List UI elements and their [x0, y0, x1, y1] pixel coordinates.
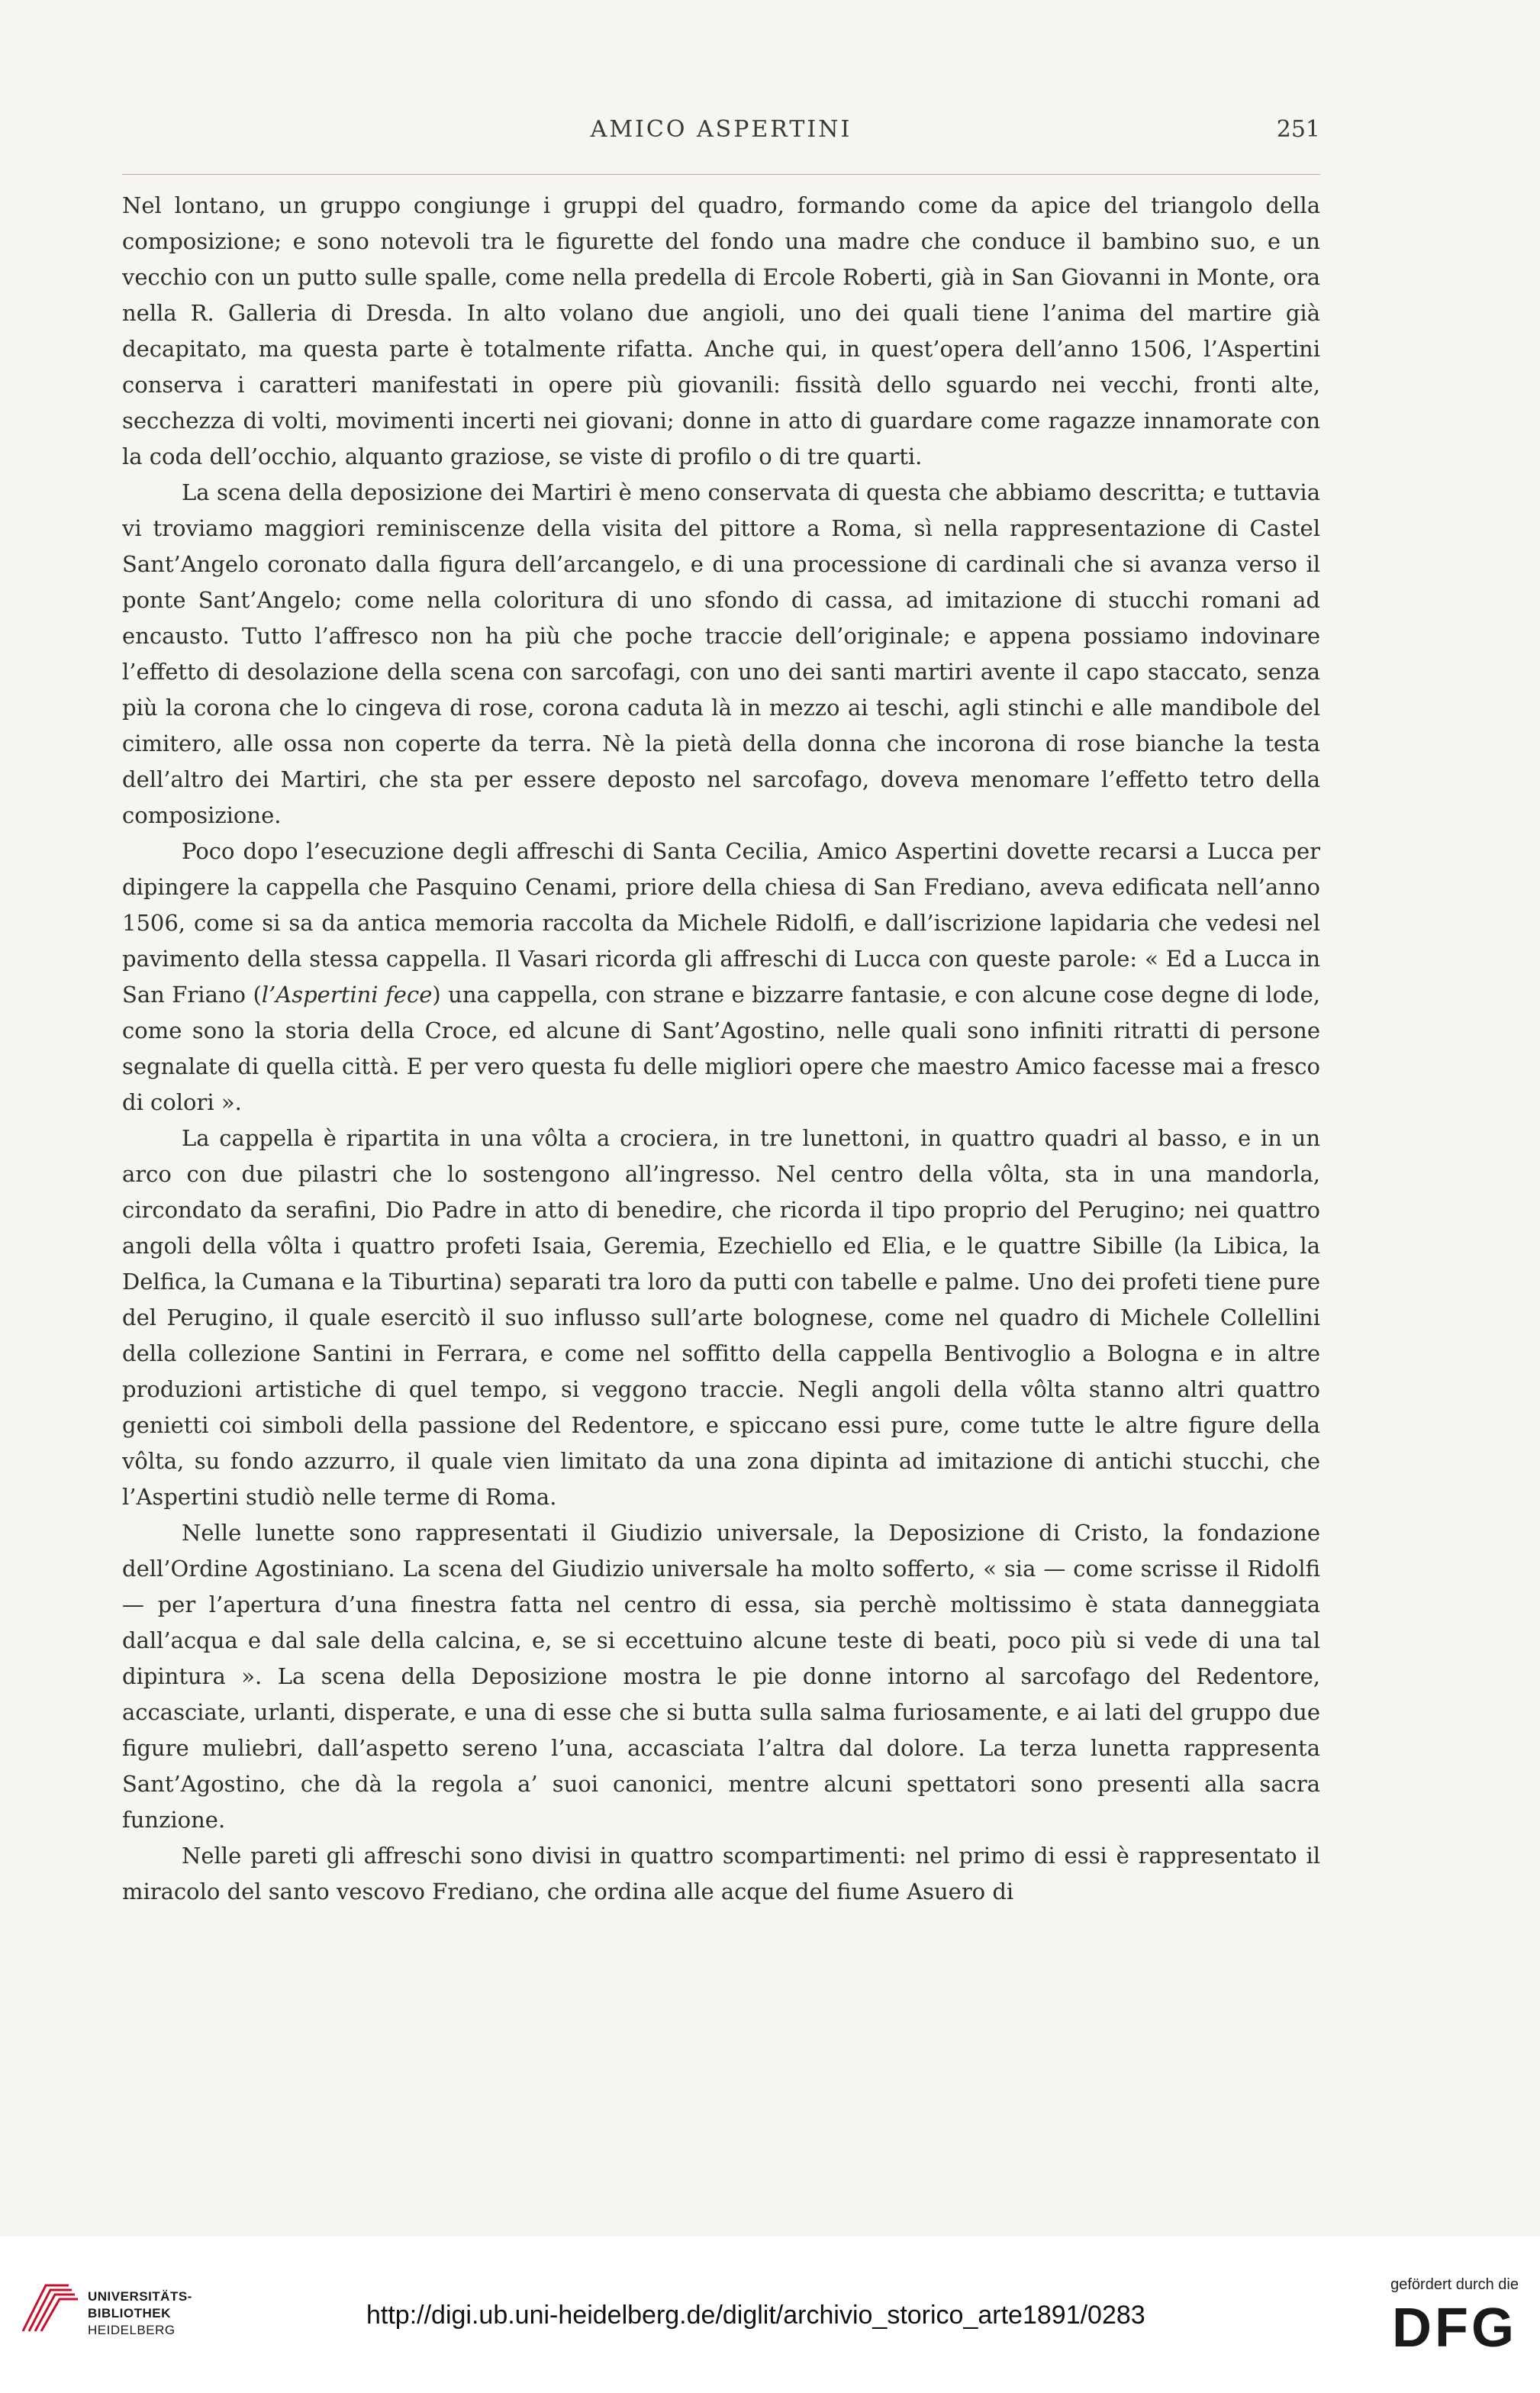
paragraph-text: ) una cappella, con strane e bizzarre fantasie, e con alcune cose degne di lode, come sono la storia della Croce, ed alcune di Sant’Agostino, nelle quali sono infiniti ritratti di persone segnalate di quella città. E per vero questa fu delle migliori opere che maestro Amico facesse mai a fresco di colori ». — [122, 982, 1320, 1115]
paragraph-text: Poco dopo l’esecuzione degli affreschi di Santa Cecilia, Amico Aspertini dovette recarsi a Lucca per dipingere la cappella che Pasquino Cenami, priore della chiesa di San Frediano, aveva edificata nell’anno 1506, come si sa da antica memoria raccolta da Michele Ridolfi, e dall’iscrizione lapidaria che vedesi nel pavimento della stessa cappella. Il Vasari ricorda gli affreschi di Lucca con queste parole: « Ed a Lucca in San Friano ( — [122, 838, 1320, 1008]
paragraph: Nelle pareti gli affreschi sono divisi in quattro scompartimenti: nel primo di essi è rappresentato il miracolo del santo vescovo Frediano, che ordina alle acque del fiume Asuero di — [122, 1843, 1320, 1904]
paragraph: La cappella è ripartita in una vôlta a crociera, in tre lunettoni, in quattro quadri al basso, e in un arco con due pilastri che lo sostengono all’ingresso. Nel centro della vôlta, sta in una mandorla, circondato da serafini, Dio Padre in atto di benedire, che ricorda il tipo proprio del Perugino; nei quattro angoli della vôlta i quattro profeti Isaia, Geremia, Ezechiello ed Elia, e le quattre Sibille (la Libica, la Delfica, la Cumana e la Tiburtina) separati tra loro da putti con tabelle e palme. Uno dei profeti tiene pure del Perugino, il quale esercitò il suo influsso sull’arte bolognese, come nel quadro di Michele Collellini della collezione Santini in Ferrara, e come nel soffitto della cappella Bentivoglio a Bologna e in altre produzioni artistiche di quel tempo, si veggono traccie. Negli angoli della vôlta stanno altri quattro genietti coi simboli della passione del Redentore, e spiccano essi pure, come tutte le altre figure della vôlta, su fondo azzurro, il quale vien limitato da una zona dipinta ad imitazione di antichi stucchi, che l’Aspertini studiò nelle terme di Roma. — [122, 1125, 1320, 1510]
university-library-logo-icon — [15, 2270, 84, 2339]
page-number: 251 — [1276, 116, 1320, 143]
header-rule — [122, 174, 1320, 175]
body-text — [122, 188, 1320, 1910]
paragraph: La scena della deposizione dei Martiri è meno conservata di questa che abbiamo descritta; e tuttavia vi troviamo maggiori reminiscenze della visita del pittore a Roma, sì nella rappresentazione di Castel Sant’Angelo coronato dalla figura dell’arcangelo, e di una processione di cardinali che si avanza verso il ponte Sant’Angelo; come nella coloritura di uno sfondo di cassa, ad imitazione di stucchi romani ad encausto. Tutto l’affresco non ha più che poche traccie dell’originale; e appena possiamo indovinare l’effetto di desolazione della scena con sarcofagi, con uno dei santi martiri avente il capo staccato, senza più la corona che lo cingeva di rose, corona caduta là in mezzo ai teschi, agli stinchi e alle mandibole del cimitero, alle ossa non coperte da terra. Nè la pietà della donna che incorona di rose bianche la testa dell’altro dei Martiri, che sta per essere deposto nel sarcofago, doveva menomare l’effetto tetro della composizione. — [122, 479, 1320, 828]
italic-citation: l’Aspertini fece — [261, 982, 433, 1008]
digitization-footer — [0, 2237, 1540, 2393]
dfg-logo: DFG — [1392, 2298, 1517, 2359]
library-name: UNIVERSITÄTS- BIBLIOTHEK HEIDELBERG — [88, 2289, 192, 2337]
paragraph: Nel lontano, un gruppo congiunge i gruppi del quadro, formando come da apice del triangolo della composizione; e sono notevoli tra le figurette del fondo una madre che conduce il bambino suo, e un vecchio con un putto sulle spalle, come nella predella di Ercole Roberti, già in San Giovanni in Monte, ora nella R. Galleria di Dresda. In alto volano due angioli, uno dei quali tiene l’anima del martire già decapitato, ma questa parte è totalmente rifatta. Anche qui, in quest’opera dell’anno 1506, l’Aspertini conserva i caratteri manifestati in opere più giovanili: fissità dello sguardo nei vecchi, fronti alte, secchezza di volti, movimenti incerti nei giovani; donne in atto di guardare come ragazze innamorate con la coda dell’occhio, alquanto graziose, se viste di profilo o di tre quarti. — [122, 192, 1320, 469]
sponsor-label: gefördert durch die — [1390, 2276, 1519, 2293]
paragraph: Nelle lunette sono rappresentati il Giudizio universale, la Deposizione di Cristo, la fondazione dell’Ordine Agostiniano. La scena del Giudizio universale ha molto sofferto, « sia — come scrisse il Ridolfi — per l’apertura d’una finestra fatta nel centro di essa, sia perchè moltissimo è stata danneggiata dall’acqua e dal sale della calcina, e, se si eccettuino alcune teste di beati, poco più si vede di una tal dipintura ». La scena della Deposizione mostra le pie donne intorno al sarcofago del Redentore, accasciate, urlanti, disperate, e una di esse che si butta sulla salma furiosamente, e ai lati del gruppo due figure muliebri, dall’aspetto sereno l’una, accasciata l’altra dal dolore. La terza lunetta rappresenta Sant’Agostino, che dà la regola a’ suoi canonici, mentre alcuni spettatori sono presenti alla sacra funzione. — [122, 1520, 1320, 1833]
running-head-title: AMICO ASPERTINI — [590, 116, 852, 143]
running-head — [122, 116, 1320, 154]
source-url-link[interactable]: http://digi.ub.uni-heidelberg.de/diglit/archivio_storico_arte1891/0283 — [366, 2301, 1145, 2330]
paragraph — [122, 834, 1320, 1121]
